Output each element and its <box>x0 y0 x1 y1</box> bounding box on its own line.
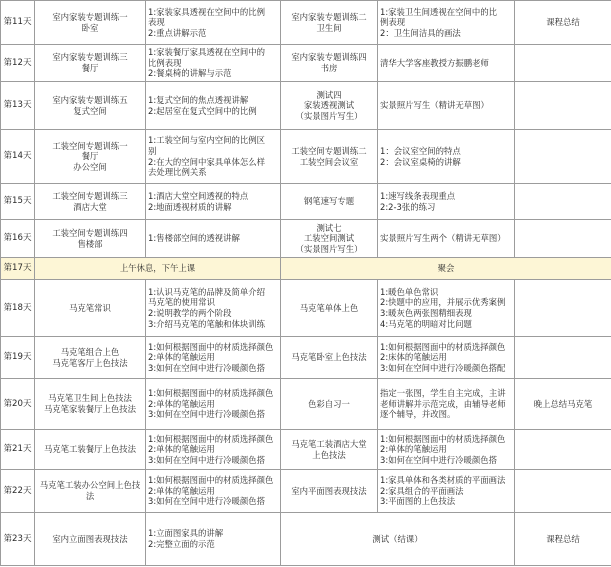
morning-content-cell-line: 2:单体的笔触运用 <box>148 352 215 363</box>
table-row <box>1 379 611 430</box>
morning-content-cell <box>146 337 281 379</box>
morning-topic-cell <box>35 513 146 566</box>
afternoon-content-cell <box>378 45 515 82</box>
table-row <box>1 430 611 470</box>
morning-content-cell-line: 1:复式空间的焦点透视讲解 <box>148 94 249 105</box>
table-row <box>1 82 611 130</box>
note-cell <box>515 82 611 130</box>
note-cell <box>515 280 611 337</box>
afternoon-content-cell-line: 1:家装卫生间透视在空间中的比 <box>380 6 498 17</box>
afternoon-content-cell-line: 2：会议室桌椅的讲解 <box>380 156 461 167</box>
afternoon-topic-cell-line: 测试四 <box>316 89 342 100</box>
morning-content-cell-line: 2:说明教学的两个阶段 <box>148 308 232 318</box>
afternoon-content-cell-line: 例表现 <box>380 17 406 28</box>
morning-content-cell <box>146 430 281 470</box>
morning-content-cell-line: 2:完整立面的示范 <box>148 539 215 549</box>
afternoon-topic-cell <box>281 82 378 130</box>
afternoon-content-cell-line: 指定一张图，学生自主完成，主讲 <box>380 388 506 399</box>
morning-content-cell-line: 2:重点讲解示范 <box>148 27 207 38</box>
afternoon-content-cell-line: 1:如何根据图面中的材质选择颜色 <box>380 341 506 352</box>
afternoon-topic-cell <box>281 280 378 337</box>
day-cell: 第22天 <box>1 470 35 513</box>
afternoon-content-cell <box>378 379 515 430</box>
afternoon-topic-cell <box>281 430 378 470</box>
afternoon-topic-cell <box>281 337 378 379</box>
morning-topic-cell-line: 室内家装专题训练五 <box>52 94 128 105</box>
morning-content-cell <box>146 82 281 130</box>
morning-content-cell-line: 3:介绍马克笔的笔触和体块训练 <box>148 318 266 329</box>
table-row <box>1 45 611 82</box>
afternoon-content-cell-line: 1:如何根据图面中的材质选择颜色 <box>380 433 506 444</box>
day-cell: 第18天 <box>1 280 35 337</box>
morning-content-cell-line: 3:如何在空间中进行冷暖颜色搭 <box>148 409 266 420</box>
afternoon-topic-cell-line: 室内家装专题训练四 <box>291 52 367 63</box>
day-cell: 第15天 <box>1 184 35 220</box>
afternoon-topic-cell-line: 工装空间测试 <box>303 233 355 244</box>
afternoon-topic-cell-line: 卫生间 <box>316 22 342 33</box>
morning-content-cell-line: 1:立面图家具的讲解 <box>148 528 224 539</box>
schedule-body <box>1 1 611 566</box>
morning-topic-cell-line: 马克笔家装餐厅上色技法 <box>43 404 137 414</box>
morning-topic-cell <box>35 1 146 45</box>
morning-topic-cell-line: 室内家装专题训练三 <box>52 52 128 63</box>
morning-content-cell-line: 1:如何根据图面中的材质选择颜色 <box>148 341 274 352</box>
morning-content-cell-line: 1:如何根据图面中的材质选择颜色 <box>148 388 274 399</box>
note-cell <box>515 184 611 220</box>
morning-topic-cell-line: 工装空间专题训练一 <box>52 140 128 151</box>
day-cell: 第12天 <box>1 45 35 82</box>
afternoon-topic-cell <box>281 45 378 82</box>
morning-topic-cell-line: 马克笔组合上色 <box>60 346 120 357</box>
afternoon-topic-cell-line: 马克笔卧室上色技法 <box>291 352 367 363</box>
afternoon-topic-cell-line: （实景图片写生） <box>295 110 363 121</box>
afternoon-topic-cell <box>281 130 378 184</box>
table-row <box>1 1 611 45</box>
afternoon-content-cell-line: 2:床体的笔触运用 <box>380 352 447 363</box>
note-cell: 课程总结 <box>515 1 611 45</box>
morning-topic-cell-line: 工装空间专题训练三 <box>52 190 128 201</box>
note-cell <box>515 45 611 82</box>
morning-topic-cell <box>35 280 146 337</box>
afternoon-content-cell <box>378 1 515 45</box>
morning-content-cell <box>146 470 281 513</box>
afternoon-content-cell-line: 1:速写线条表现重点 <box>380 190 456 201</box>
afternoon-merged-cell: 测试（结课） <box>281 513 515 566</box>
morning-topic-cell <box>35 82 146 130</box>
morning-content-cell <box>146 45 281 82</box>
morning-content-cell-line: 2:地面透视材质的讲解 <box>148 201 232 212</box>
morning-topic-cell <box>35 430 146 470</box>
morning-topic-cell <box>35 379 146 430</box>
afternoon-content-cell-line: 3:如何在空间中进行冷暖颜色搭 <box>380 454 498 465</box>
morning-content-cell <box>146 1 281 45</box>
table-row <box>1 130 611 184</box>
morning-topic-cell <box>35 45 146 82</box>
morning-topic-cell-line: 餐厅 <box>81 63 99 73</box>
afternoon-content-cell-line: 2:单体的笔触运用 <box>380 444 447 455</box>
morning-merged-cell: 上午休息，下午上课 <box>35 258 281 280</box>
morning-topic-cell-line: 马克笔卫生间上色技法 <box>48 393 132 404</box>
morning-content-cell <box>146 513 281 566</box>
morning-topic-cell <box>35 220 146 258</box>
afternoon-merged-cell: 聚会 <box>281 258 611 280</box>
afternoon-topic-cell-line: 书房 <box>320 63 338 73</box>
afternoon-topic-cell <box>281 379 378 430</box>
afternoon-topic-cell-line: 工装空间专题训练二 <box>291 145 367 156</box>
morning-content-cell-line: 2:单体的笔触运用 <box>148 398 215 409</box>
morning-topic-cell <box>35 130 146 184</box>
note-cell <box>515 470 611 513</box>
morning-topic-cell-line: 马克笔工装餐厅上色技法 <box>43 444 137 455</box>
day-cell: 第11天 <box>1 1 35 45</box>
morning-topic-cell-line: 马克笔客厅上色技法 <box>52 357 128 368</box>
afternoon-topic-cell-line: 钢笔速写专题 <box>303 196 355 207</box>
table-row <box>1 470 611 513</box>
morning-topic-cell-line: 室内立面图表现技法 <box>52 533 128 544</box>
afternoon-content-cell <box>378 220 515 258</box>
morning-content-cell-line: 1:家装家具透视在空间中的比例 <box>148 6 266 17</box>
afternoon-content-cell <box>378 280 515 337</box>
afternoon-content-cell-line: 老师讲解并示范完成，由辅导老师 <box>380 398 506 409</box>
afternoon-content-cell-line: 4:马克笔的明暗对比问题 <box>380 318 472 329</box>
afternoon-content-cell <box>378 82 515 130</box>
afternoon-content-cell <box>378 184 515 220</box>
afternoon-topic-cell-line: 色彩自习一 <box>308 398 350 409</box>
afternoon-content-cell <box>378 130 515 184</box>
morning-content-cell-line: 别 <box>148 145 157 156</box>
table-row <box>1 258 611 280</box>
morning-content-cell-line: 1:如何根据图面中的材质选择颜色 <box>148 433 274 444</box>
day-cell: 第17天 <box>1 258 35 280</box>
morning-content-cell-line: 1:工装空间与室内空间的比例区 <box>148 135 266 146</box>
afternoon-content-cell-line: 3:如何在空间中进行冷暖颜色搭配 <box>380 362 506 373</box>
day-cell: 第16天 <box>1 220 35 258</box>
afternoon-topic-cell-line: 室内平面图表现技法 <box>291 485 367 496</box>
afternoon-topic-cell-line: 工装空间会议室 <box>299 156 359 167</box>
morning-content-cell-line: 2:单体的笔触运用 <box>148 485 215 496</box>
morning-content-cell <box>146 280 281 337</box>
morning-content-cell <box>146 130 281 184</box>
morning-content-cell-line: 马克笔的使用常识 <box>148 297 215 308</box>
afternoon-content-cell-line: 2:2-3张的练习 <box>380 201 436 212</box>
morning-topic-cell-line: 办公空间 <box>73 161 107 172</box>
morning-topic-cell-line: 复式空间 <box>73 105 107 116</box>
morning-content-cell-line: 1:认识马克笔的品牌及简单介绍 <box>148 286 266 297</box>
afternoon-topic-cell <box>281 1 378 45</box>
afternoon-topic-cell-line: 室内家装专题训练二 <box>291 11 367 22</box>
morning-content-cell <box>146 379 281 430</box>
day-cell: 第21天 <box>1 430 35 470</box>
table-row <box>1 220 611 258</box>
morning-content-cell-line: 2:在大的空间中家具单体怎么样 <box>148 156 266 167</box>
day-cell: 第20天 <box>1 379 35 430</box>
afternoon-topic-cell <box>281 470 378 513</box>
morning-content-cell-line: 2:起居室在复式空间中的比例 <box>148 105 257 116</box>
morning-topic-cell-line: 酒店大堂 <box>73 201 107 212</box>
table-row <box>1 337 611 379</box>
table-row <box>1 513 611 566</box>
afternoon-content-cell-line: 2：卫生间洁具的画法 <box>380 27 461 38</box>
morning-content-cell-line: 2:单体的笔触运用 <box>148 444 215 455</box>
afternoon-content-cell-line: 实景照片写生两个（精讲无草图） <box>380 233 506 244</box>
afternoon-content-cell-line: 逐个辅导，并改图。 <box>380 409 456 420</box>
table-row <box>1 184 611 220</box>
afternoon-content-cell <box>378 337 515 379</box>
note-cell: 课程总结 <box>515 513 611 566</box>
afternoon-topic-cell-line: （实景图片写生） <box>295 243 363 254</box>
morning-topic-cell-line: 马克笔常识 <box>69 302 111 313</box>
day-cell: 第19天 <box>1 337 35 379</box>
afternoon-topic-cell-line: 上色技法 <box>312 449 346 460</box>
afternoon-content-cell <box>378 430 515 470</box>
day-cell: 第23天 <box>1 513 35 566</box>
note-cell <box>515 337 611 379</box>
afternoon-content-cell-line: 2:家具组合的平面画法 <box>380 485 464 496</box>
afternoon-content-cell-line: 1:暖色单色常识 <box>380 286 439 297</box>
morning-content-cell <box>146 184 281 220</box>
morning-topic-cell-line: 工装空间专题训练四 <box>52 227 128 238</box>
morning-topic-cell-line: 卧室 <box>81 22 99 33</box>
note-cell <box>515 220 611 258</box>
afternoon-content-cell-line: 3:暖灰色两张图精细表现 <box>380 308 472 318</box>
table-row <box>1 280 611 337</box>
afternoon-content-cell-line: 清华大学客座教授方振鹏老师 <box>380 57 489 68</box>
morning-content-cell <box>146 220 281 258</box>
morning-content-cell-line: 3:如何在空间中进行冷暖颜色搭 <box>148 496 266 507</box>
afternoon-content-cell-line: 1：会议室空间的特点 <box>380 145 461 156</box>
afternoon-content-cell <box>378 470 515 513</box>
morning-topic-cell-line: 室内家装专题训练一 <box>52 11 128 22</box>
morning-content-cell-line: 2:餐桌椅的讲解与示范 <box>148 68 232 79</box>
note-cell <box>515 430 611 470</box>
afternoon-content-cell-line: 3:平面图的上色技法 <box>380 496 456 507</box>
morning-content-cell-line: 1:家装餐厅家具透视在空间中的 <box>148 47 266 58</box>
day-cell: 第14天 <box>1 130 35 184</box>
afternoon-content-cell-line: 实景照片写生（精讲无草图） <box>380 100 489 111</box>
morning-topic-cell-line: 售楼部 <box>77 238 103 249</box>
afternoon-content-cell-line: 1:家具单体和各类材质的平面画法 <box>380 475 506 486</box>
afternoon-topic-cell <box>281 220 378 258</box>
morning-content-cell-line: 1:酒店大堂空间透视的特点 <box>148 190 249 201</box>
morning-content-cell-line: 3:如何在空间中进行冷暖颜色搭 <box>148 362 266 373</box>
morning-topic-cell <box>35 470 146 513</box>
morning-content-cell-line: 1:售楼部空间的透视讲解 <box>148 233 240 244</box>
afternoon-topic-cell <box>281 184 378 220</box>
morning-content-cell-line: 去处理比例关系 <box>148 167 207 178</box>
afternoon-topic-cell-line: 马克笔单体上色 <box>299 302 359 313</box>
note-cell <box>515 130 611 184</box>
afternoon-topic-cell-line: 家装透视测试 <box>303 100 355 111</box>
morning-topic-cell-line: 马克笔工装办公空间上色技法 <box>39 480 141 501</box>
morning-content-cell-line: 3:如何在空间中进行冷暖颜色搭 <box>148 454 266 465</box>
day-cell: 第13天 <box>1 82 35 130</box>
morning-content-cell-line: 1:如何根据图面中的材质选择颜色 <box>148 475 274 486</box>
morning-topic-cell <box>35 337 146 379</box>
afternoon-topic-cell-line: 测试七 <box>316 222 342 233</box>
morning-topic-cell <box>35 184 146 220</box>
note-cell: 晚上总结马克笔 <box>515 379 611 430</box>
morning-content-cell-line: 表现 <box>148 17 165 28</box>
afternoon-content-cell-line: 2:快题中的应用，并展示优秀案例 <box>380 297 506 308</box>
morning-topic-cell-line: 餐厅 <box>81 151 99 162</box>
afternoon-topic-cell-line: 马克笔工装酒店大堂 <box>291 438 367 449</box>
morning-content-cell-line: 比例表现 <box>148 57 182 68</box>
